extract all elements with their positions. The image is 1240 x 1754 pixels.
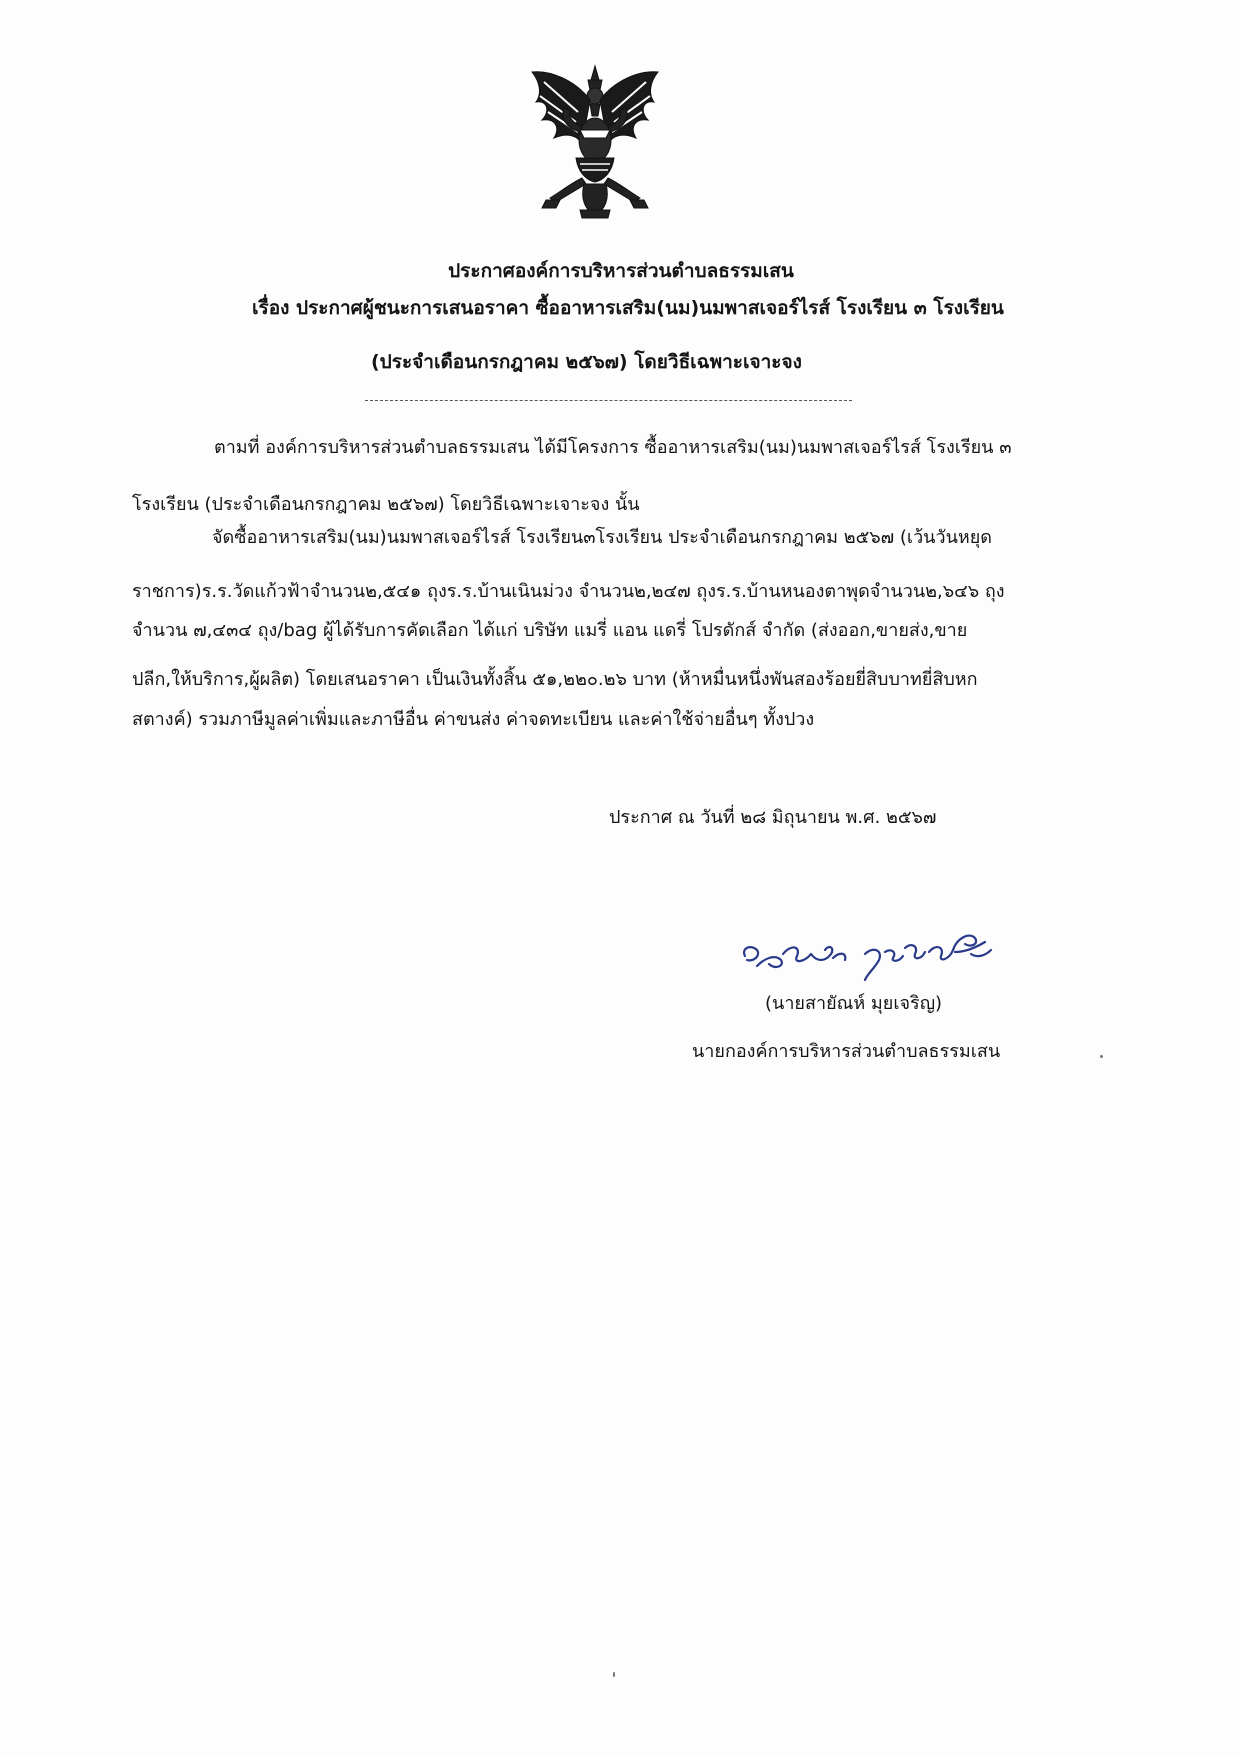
dashed-divider	[365, 400, 852, 401]
body-line: ปลีก,ให้บริการ,ผู้ผลิต) โดยเสนอราคา เป็นเงินทั้งสิ้น ๕๑,๒๒๐.๒๖ บาท (ห้าหมื่นหนึ่งพันสองร้อยยี่สิบบาทยี่สิบหก	[132, 669, 978, 690]
announcement-title: ประกาศองค์การบริหารส่วนตำบลธรรมเสน	[448, 260, 794, 282]
signer-title: นายกองค์การบริหารส่วนตำบลธรรมเสน	[692, 1041, 1001, 1062]
scan-speck	[613, 1672, 615, 1677]
announcement-subject-continued: (ประจำเดือนกรกฎาคม ๒๕๖๗) โดยวิธีเฉพาะเจาะจง	[371, 351, 802, 373]
handwritten-signature-icon	[735, 918, 1005, 988]
scan-speck	[1100, 1055, 1103, 1058]
garuda-emblem-icon	[520, 60, 670, 225]
body-line: สตางค์) รวมภาษีมูลค่าเพิ่มและภาษีอื่น ค่าขนส่ง ค่าจดทะเบียน และค่าใช้จ่ายอื่นๆ ทั้งปวง	[132, 709, 815, 730]
announcement-subject: เรื่อง ประกาศผู้ชนะการเสนอราคา ซื้ออาหารเสริม(นม)นมพาสเจอร์ไรส์ โรงเรียน ๓ โรงเรียน	[252, 297, 1004, 319]
body-line: ตามที่ องค์การบริหารส่วนตำบลธรรมเสน ได้มีโครงการ ซื้ออาหารเสริม(นม)นมพาสเจอร์ไรส์ โรงเรียน ๓	[214, 437, 1012, 458]
body-line: ราชการ)ร.ร.วัดแก้วฟ้าจำนวน๒,๕๔๑ ถุงร.ร.บ้านเนินม่วง จำนวน๒,๒๔๗ ถุงร.ร.บ้านหนองตาพุดจำนวน๒,๖๔๖ ถุง	[132, 581, 1005, 602]
signer-name: (นายสายัณห์ มุยเจริญ)	[765, 993, 943, 1014]
body-line: โรงเรียน (ประจำเดือนกรกฎาคม ๒๕๖๗) โดยวิธีเฉพาะเจาะจง นั้น	[132, 494, 640, 515]
body-line: จัดซื้ออาหารเสริม(นม)นมพาสเจอร์ไรส์ โรงเรียน๓โรงเรียน ประจำเดือนกรกฎาคม ๒๕๖๗ (เว้นวันหยุด	[212, 527, 992, 548]
announcement-date: ประกาศ ณ วันที่ ๒๘ มิถุนายน พ.ศ. ๒๕๖๗	[609, 807, 937, 828]
body-line: จำนวน ๗,๔๓๔ ถุง/bag ผู้ได้รับการคัดเลือก ได้แก่ บริษัท แมรี่ แอน แดรี่ โปรดักส์ จำกัด (ส่งออก,ขายส่ง,ขาย	[132, 620, 968, 641]
